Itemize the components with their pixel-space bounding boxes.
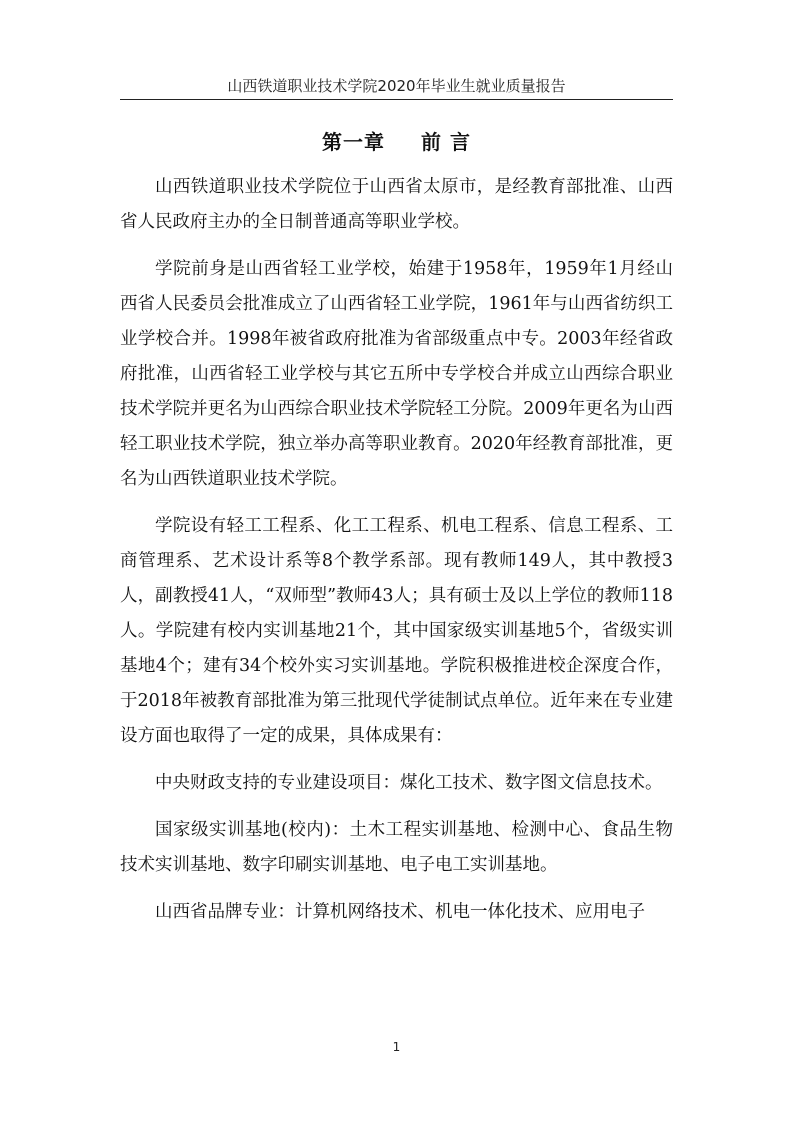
chapter-name: 前 言: [421, 130, 471, 154]
body-text: [120, 170, 673, 942]
paragraph-national-bases: 国家级实训基地(校内)：土木工程实训基地、检测中心、食品生物技术实训基地、数字印刷实训基地、电子电工实训基地。: [120, 820, 673, 875]
header-rule: [120, 99, 673, 100]
paragraph-departments: 学院设有轻工工程系、化工工程系、机电工程系、信息工程系、工商管理系、艺术设计系等8个教学系部。现有教师149人，其中教授3人，副教授41人，“双师型”教师43人；具有硕士及以上学位的教师118人。学院建有校内实训基地21个，其中国家级实训基地5个，省级实训基地4个；建有34个校外实习实训基地。学院积极推进校企深度合作，于2018年被教育部批准为第三批现代学徒制试点单位。近年来在专业建设方面也取得了一定的成果，具体成果有：: [120, 516, 673, 746]
paragraph-central-projects: 中央财政支持的专业建设项目：煤化工技术、数字图文信息技术。: [155, 773, 663, 793]
paragraph-intro: 山西铁道职业技术学院位于山西省太原市，是经教育部批准、山西省人民政府主办的全日制普通高等职业学校。: [120, 177, 673, 232]
running-header: 山西铁道职业技术学院2020年毕业生就业质量报告: [227, 77, 566, 95]
page-number: 1: [392, 1040, 401, 1054]
chapter-number: 第一章: [322, 130, 386, 154]
paragraph-brand-majors: 山西省品牌专业：计算机网络技术、机电一体化技术、应用电子: [155, 902, 645, 922]
paragraph-history: 学院前身是山西省轻工业学校，始建于1958年，1959年1月经山西省人民委员会批准成立了山西省轻工业学院，1961年与山西省纺织工业学校合并。1998年被省政府批准为省部级重点中专。2003年经省政府批准，山西省轻工业学校与其它五所中专学校合并成立山西综合职业技术学院并更名为山西综合职业技术学院轻工分院。2009年更名为山西轻工职业技术学院，独立举办高等职业教育。2020年经教育部批准，更名为山西铁道职业技术学院。: [120, 259, 673, 489]
chapter-title: [120, 128, 673, 156]
